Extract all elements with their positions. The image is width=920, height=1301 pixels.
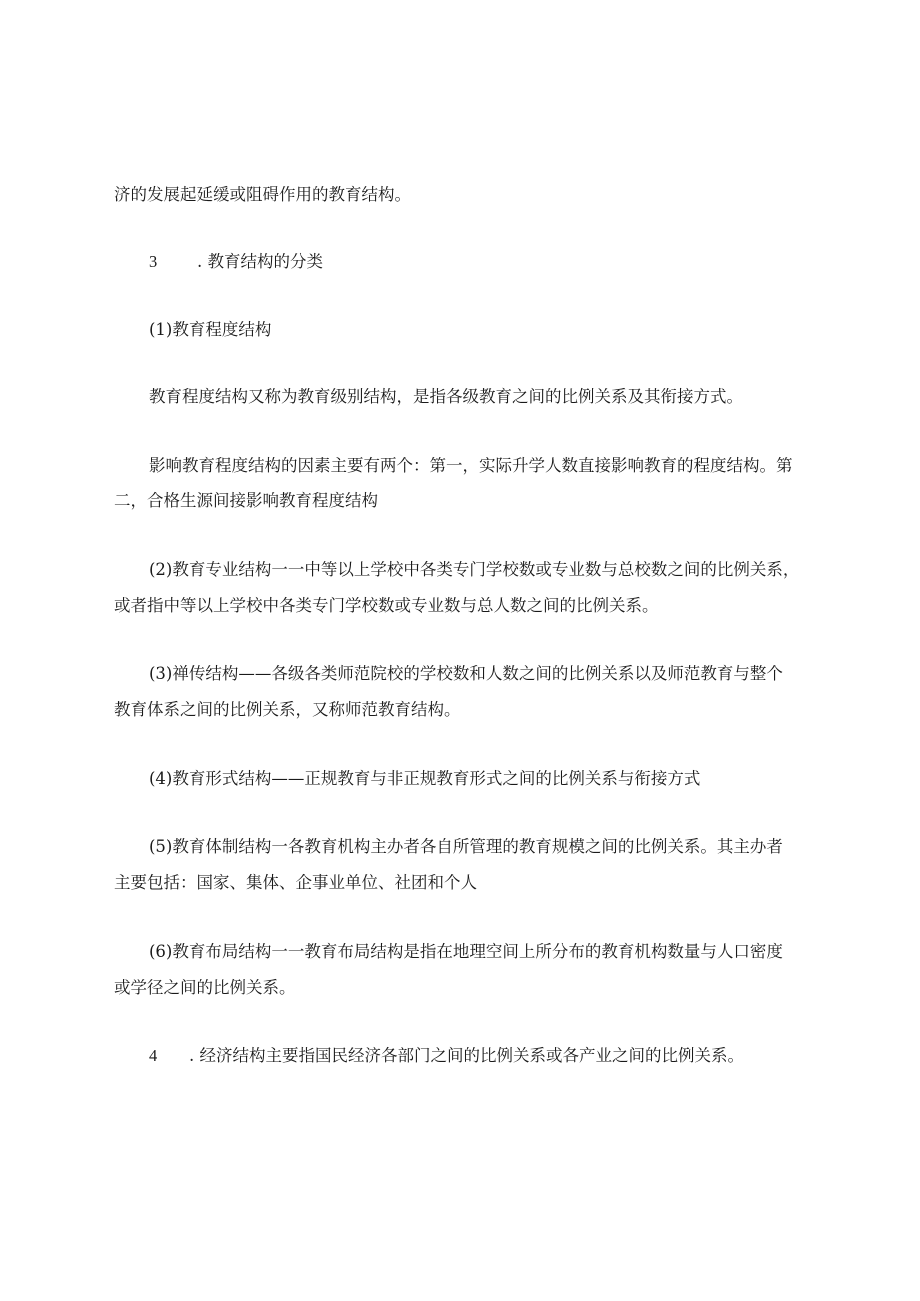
section-3-title: . 教育结构的分类 <box>197 252 323 271</box>
subsection-1-definition: 教育程度结构又称为教育级别结构，是指各级教育之间的比例关系及其衔接方式。 <box>149 387 743 406</box>
section-4-heading <box>149 1044 744 1068</box>
section-3-heading <box>149 250 323 274</box>
subsection-2-line-2: 或者指中等以上学校中各类专门学校数或专业数与总人数之间的比例关系。 <box>114 596 659 615</box>
subsection-1-factors-line-2: 二，合格生源间接影响教育程度结构 <box>114 491 378 510</box>
continuation-line: 济的发展起延缓或阻碍作用的教育结构。 <box>114 185 411 204</box>
subsection-3-line-1: (3)禅传结构——各级各类师范院校的学校数和人数之间的比例关系以及师范教育与整个 <box>149 664 783 683</box>
subsection-1-title: (1)教育程度结构 <box>149 320 272 339</box>
subsection-1-factors-line-1: 影响教育程度结构的因素主要有两个：第一，实际升学人数直接影响教育的程度结构。第 <box>149 456 793 475</box>
subsection-4-line: (4)教育形式结构——正规教育与非正规教育形式之间的比例关系与衔接方式 <box>149 769 701 788</box>
subsection-3-line-2: 教育体系之间的比例关系，又称师范教育结构。 <box>114 700 461 719</box>
subsection-6-line-2: 或学径之间的比例关系。 <box>114 978 296 997</box>
subsection-5-line-1: (5)教育体制结构一各教育机构主办者各自所管理的教育规模之间的比例关系。其主办者 <box>149 837 783 856</box>
section-4-text: . 经济结构主要指国民经济各部门之间的比例关系或各产业之间的比例关系。 <box>189 1046 744 1065</box>
section-4-number: 4 <box>149 1046 158 1065</box>
subsection-5-line-2: 主要包括：国家、集体、企事业单位、社团和个人 <box>114 873 477 892</box>
section-3-number: 3 <box>149 252 158 271</box>
subsection-6-line-1: (6)教育布局结构一一教育布局结构是指在地理空间上所分布的教育机构数量与人口密度 <box>149 942 783 961</box>
subsection-2-line-1: (2)教育专业结构一一中等以上学校中各类专门学校数或专业数与总校数之间的比例关系， <box>149 560 800 579</box>
